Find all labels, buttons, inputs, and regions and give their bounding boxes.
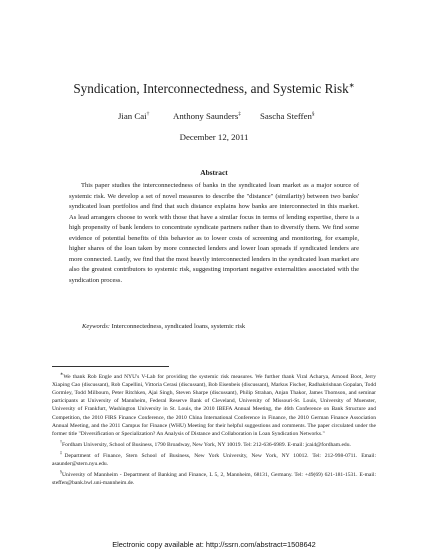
author-name: Sascha Steffen [260, 111, 312, 121]
author-footnote-mark: † [146, 111, 150, 118]
keywords-text: Interconnectedness, syndicated loans, systemic risk [111, 323, 246, 330]
ssrn-footer[interactable]: Electronic copy available at: http://ssrn.com/abstract=1508642 [112, 540, 316, 549]
footnote-text: We thank Rob Engle and NYU's V-Lab for providing the systemic risk measures. We further thank Viral Acharya, Arnoud Boot, Jerry Xiaping Cao (discussant), Rob Capellini, Vittoria Cerasi (discussant), Bob Eisenbeis (discussant), Markus Fischer, Radhakrishnan Gopalan, Todd Gormley, Todd Milbourn, Peter Ritchken, Ajai Singh, Steven Sharpe (discussant), Philip Strahan, Anjan Thakor, James Thomson, and seminar participants at University of Mannheim, Federal Reserve Bank of Cleveland, University of Missouri-St. Louis, University of Muenster, University of Frankfurt, Washington University in St. Louis, the 2010 IBEFA Annual Meeting, the 46th Conference on Bank Structure and Competition, the 2010 FIRS Finance Conference, the 2010 China International Conference in Finance, the 2010 German Finance Association Annual Meeting, and the 2011 Campus for Finance (WHU) Meeting for their helpful suggestions and comments. The paper circulated under the former title "Diversification or Specialization? An Analysis of Distance and Collaboration in Loan Syndication Networks." [52, 373, 376, 437]
keywords-label: Keywords: [82, 323, 110, 330]
author-2 [173, 111, 241, 121]
footnotes [52, 370, 376, 487]
footnote-mark: ∗ [60, 371, 64, 376]
author-footnote-mark: § [311, 111, 315, 118]
footnote-mark: § [60, 469, 62, 475]
footnote-text: University of Mannheim - Department of Banking and Finance, L 5, 2, Mannheim, 68131, Germany. Tel: +49(69) 621-181-1531. E-mail: steffen@bank.bwl.uni-mannheim.de. [52, 472, 376, 487]
footnote-author-2 [52, 449, 376, 468]
footnote-author-1 [52, 438, 376, 449]
footnote-mark: ‡ [60, 450, 65, 456]
abstract-body: This paper studies the interconnectedness of banks in the syndicated loan market as a major source of systemic risk. We develop a set of novel measures to describe the "distance" (similarity) between two banks' syndicated loan portfolios and find that such distance explains how banks are interconnected in this market. As lead arrangers choose to work with those that have a similar focus in terms of lending expertise, there is a high propensity of bank lenders to concentrate syndicate partners rather than to diversify them. We find some evidence of potential benefits of this behavior as to lower costs of screening and monitoring, for example, higher shares of the loan taken by more connected lenders and lower loan spreads if syndicated lenders are more connected. Lastly, we find that the most heavily interconnected lenders in the syndicated loan market are also the greatest contributors to systemic risk, suggesting important negative externalities associated with the syndication process. [69, 182, 359, 284]
author-name: Anthony Saunders [173, 111, 239, 121]
footnote-mark: † [60, 439, 62, 445]
abstract-heading: Abstract [200, 168, 228, 177]
author-name: Jian Cai [118, 111, 147, 121]
title-footnote-mark: ∗ [348, 81, 355, 90]
author-footnote-mark: ‡ [238, 111, 241, 118]
footnote-acknowledgements [52, 370, 376, 438]
footnote-text: Department of Finance, Stern School of Business, New York University, New York, NY 10012. Tel: 212-998-0711. Email: asaunder@stern.nyu.edu. [52, 452, 377, 468]
paper-date: December 12, 2011 [179, 132, 249, 142]
paper-title-text: Syndication, Interconnectedness, and Systemic Risk [73, 81, 349, 96]
author-list [0, 111, 428, 123]
footnote-text: Fordham University, School of Business, 1790 Broadway, New York, NY 10019. Tel: 212-636-6989. E-mail: jcai4@fordham.edu. [62, 441, 351, 448]
keywords-line [82, 323, 372, 330]
paper-title [0, 81, 428, 97]
author-1 [118, 111, 149, 121]
footnote-divider [52, 366, 169, 367]
footnote-author-3 [52, 468, 376, 487]
author-3 [260, 111, 315, 121]
